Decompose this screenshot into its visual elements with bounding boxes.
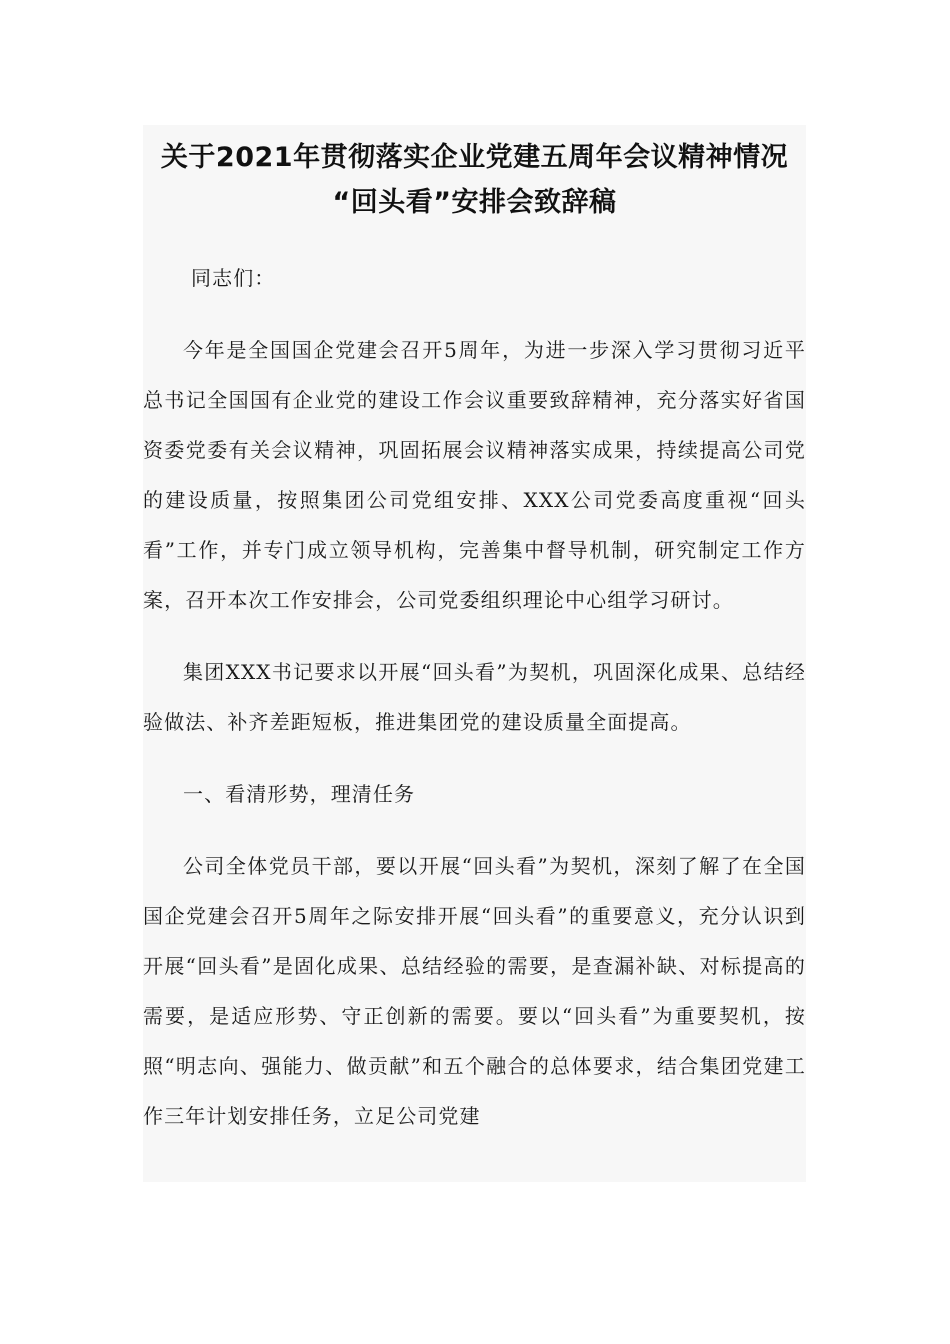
document-page xyxy=(143,125,806,1182)
paragraph-intro: 今年是全国国企党建会召开5周年，为进一步深入学习贯彻习近平总书记全国国有企业党的建设工作会议重要致辞精神，充分落实好省国资委党委有关会议精神，巩固拓展会议精神落实成果，持续提高公司党的建设质量，按照集团公司党组安排、XXX公司党委高度重视“回头看”工作，并专门成立领导机构，完善集中督导机制，研究制定工作方案，召开本次工作安排会，公司党委组织理论中心组学习研讨。 xyxy=(143,338,806,612)
paragraph-requirement: 集团XXX书记要求以开展“回头看”为契机，巩固深化成果、总结经验做法、补齐差距短板，推进集团党的建设质量全面提高。 xyxy=(143,660,806,734)
section-heading: 一、看清形势，理清任务 xyxy=(183,782,416,806)
paragraph-section-body: 公司全体党员干部，要以开展“回头看”为契机，深刻了解了在全国国企党建会召开5周年之际安排开展“回头看”的重要意义，充分认识到开展“回头看”是固化成果、总结经验的需要，是查漏补缺、对标提高的需要，是适应形势、守正创新的需要。要以“回头看”为重要契机，按照“明志向、强能力、做贡献”和五个融合的总体要求，结合集团党建工作三年计划安排任务，立足公司党建 xyxy=(143,854,806,1128)
document-title xyxy=(143,125,806,225)
greeting: 同志们： xyxy=(191,266,276,290)
title-line-1: 关于2021年贯彻落实企业党建五周年会议精神情况 xyxy=(160,142,789,173)
title-line-2: “回头看”安排会致辞稿 xyxy=(332,187,617,218)
